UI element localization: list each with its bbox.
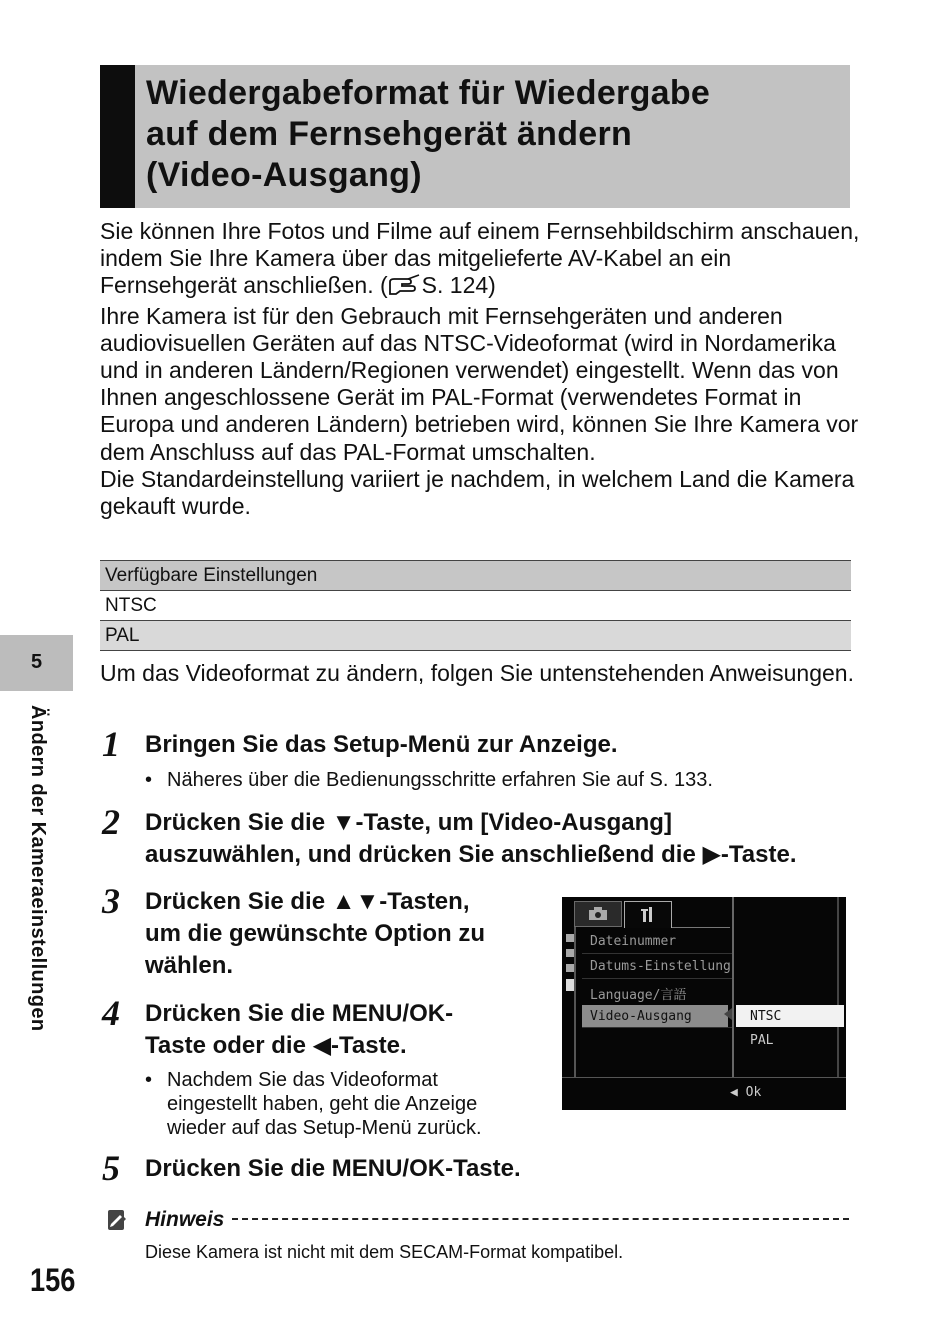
cam-option-pal: PAL bbox=[750, 1033, 774, 1048]
howto-text: Um das Videoformat zu ändern, folgen Sie untenstehenden Anweisungen. bbox=[100, 660, 854, 686]
step-1-text bbox=[145, 729, 618, 761]
note-divider bbox=[232, 1218, 849, 1220]
cam-divider-right bbox=[837, 897, 839, 1077]
cam-menu-item: Dateinummer bbox=[590, 934, 677, 949]
step-4-text bbox=[145, 998, 453, 1062]
step-number-3: 3 bbox=[102, 881, 120, 921]
table-header-row bbox=[100, 561, 851, 591]
page-marker bbox=[566, 934, 574, 942]
step-1-bullet-line: Näheres über die Bedienungsschritte erfahren Sie auf S. 133. bbox=[167, 769, 713, 791]
step-2-text bbox=[145, 807, 797, 871]
table-row bbox=[100, 621, 851, 651]
intro-text bbox=[100, 218, 860, 520]
intro-paragraph-2: Ihre Kamera ist für den Gebrauch mit Fernsehgeräten und anderen audiovisuellen Geräten auf das NTSC-Videoformat (wird in Nordamerika und in anderen Ländern/Regionen verwendet) eingestellt. Wenn das von Ihnen angeschlossene Gerät im PAL-Format (verwendetes Format in Europa und anderen Ländern) betrieben wird, können Sie Ihre Kamera vor dem Anschluss auf das PAL-Format umschalten. bbox=[100, 302, 859, 465]
cam-left-edge bbox=[574, 927, 576, 1077]
step-5-text bbox=[145, 1153, 521, 1185]
title-line-2: auf dem Fernsehgerät ändern bbox=[146, 115, 633, 153]
step-3-line-3: wählen. bbox=[145, 952, 234, 979]
cam-divider bbox=[732, 897, 734, 1077]
note-text: Diese Kamera ist nicht mit dem SECAM-Format kompatibel. bbox=[145, 1242, 624, 1262]
step-1-bullet bbox=[145, 768, 845, 792]
page-marker-active bbox=[566, 979, 574, 991]
table-header: Verfügbare Einstellungen bbox=[100, 561, 851, 591]
step-2-line-1: Drücken Sie die ▼-Taste, um [Video-Ausgang] bbox=[145, 809, 672, 836]
step-4-bullet-line-1: Nachdem Sie das Videoformat bbox=[167, 1069, 438, 1091]
cam-menu-item: Datums-Einstellung bbox=[590, 959, 731, 974]
cam-row-line bbox=[582, 978, 732, 979]
intro-paragraph-1 bbox=[100, 218, 860, 303]
setup-tab bbox=[624, 901, 672, 928]
step-4-bullet-line-2: eingestellt haben, geht die Anzeige bbox=[167, 1093, 478, 1115]
title-line-1: Wiedergabeformat für Wiedergabe bbox=[146, 74, 711, 112]
bullet-dot: • bbox=[145, 769, 153, 791]
table-cell-pal: PAL bbox=[100, 621, 851, 651]
cam-option-ntsc: NTSC bbox=[750, 1009, 782, 1024]
camera-tab bbox=[574, 901, 622, 927]
page-marker bbox=[566, 964, 574, 972]
title-accent-bar bbox=[100, 65, 135, 208]
table-row bbox=[100, 591, 851, 621]
note-title: Hinweis bbox=[145, 1208, 225, 1231]
page-title bbox=[146, 73, 836, 196]
intro-p1: Sie können Ihre Fotos und Filme auf einem Fernsehbildschirm anschauen, indem Sie Ihre Kamera über das mitgelieferte AV-Kabel an ein Fernsehgerät anschließen. ( bbox=[100, 218, 860, 299]
table-cell-ntsc: NTSC bbox=[100, 591, 851, 621]
step-4-bullet bbox=[145, 1068, 545, 1140]
intro-paragraph-3: Die Standardeinstellung variiert je nachdem, in welchem Land die Kamera gekauft wurde. bbox=[100, 465, 855, 520]
bullet-dot: • bbox=[145, 1069, 153, 1091]
step-number-1: 1 bbox=[102, 724, 120, 764]
chapter-number: 5 bbox=[30, 651, 43, 673]
reference-hand-icon bbox=[388, 274, 422, 302]
step-number-5: 5 bbox=[102, 1148, 120, 1188]
intro-p1-reference: S. 124) bbox=[421, 272, 496, 299]
chapter-title-vertical: Ändern der Kameraeinstellungen bbox=[27, 705, 49, 1032]
page-marker bbox=[566, 949, 574, 957]
wrench-icon bbox=[641, 907, 655, 923]
cam-row-line bbox=[582, 1027, 732, 1028]
note-pencil-icon bbox=[104, 1207, 130, 1233]
settings-table bbox=[100, 560, 851, 651]
cam-footer: ◀ Ok bbox=[730, 1085, 762, 1100]
page-number: 156 bbox=[30, 1262, 76, 1298]
cam-row-line bbox=[582, 953, 732, 954]
title-line-3: (Video-Ausgang) bbox=[146, 156, 422, 194]
arrow-left-icon bbox=[724, 1008, 732, 1020]
step-number-4: 4 bbox=[102, 993, 120, 1033]
step-4-bullet-line-3: wieder auf das Setup-Menü zurück. bbox=[167, 1117, 482, 1139]
step-3-text bbox=[145, 886, 485, 982]
cam-footer-line bbox=[562, 1077, 846, 1078]
step-4-line-2: Taste oder die ◀-Taste. bbox=[145, 1032, 407, 1059]
cam-menu-item: Language/言語 bbox=[590, 988, 687, 1003]
camera-icon bbox=[588, 907, 608, 921]
step-5-line: Drücken Sie die MENU/OK-Taste. bbox=[145, 1155, 521, 1182]
step-4-line-1: Drücken Sie die MENU/OK- bbox=[145, 1000, 454, 1027]
camera-screen bbox=[562, 897, 846, 1110]
step-number-2: 2 bbox=[102, 802, 120, 842]
step-2-line-2: auszuwählen, und drücken Sie anschließend die ▶-Taste. bbox=[145, 841, 797, 868]
step-3-line-1: Drücken Sie die ▲▼-Tasten, bbox=[145, 888, 470, 915]
step-1-line: Bringen Sie das Setup-Menü zur Anzeige. bbox=[145, 731, 618, 758]
tab-underline bbox=[672, 927, 730, 928]
cam-menu-item-selected: Video-Ausgang bbox=[590, 1009, 692, 1024]
step-3-line-2: um die gewünschte Option zu bbox=[145, 920, 486, 947]
